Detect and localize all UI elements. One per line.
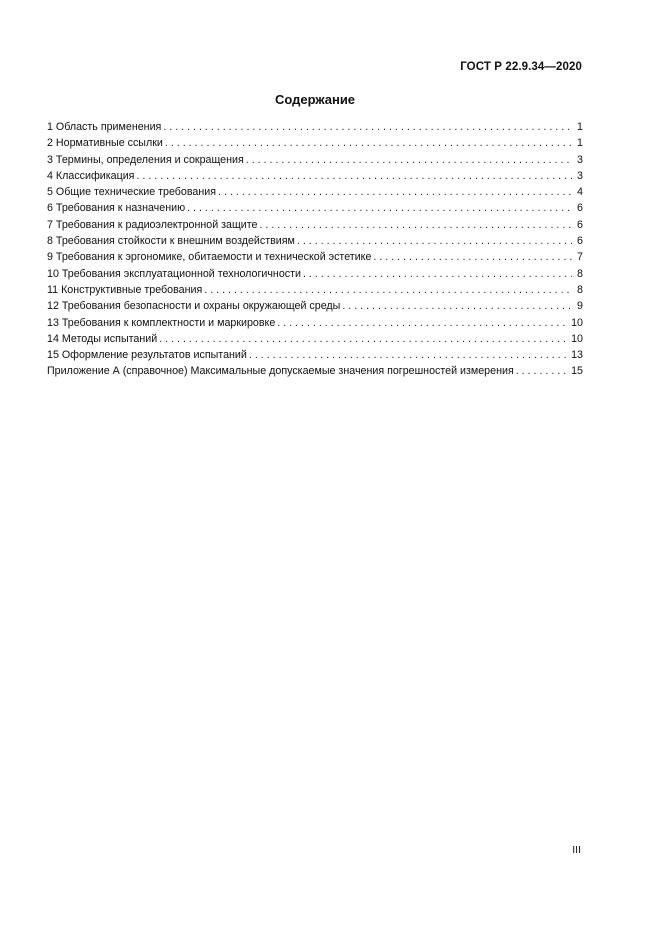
toc-title: Содержание [274,92,356,107]
toc-leader-dots [516,363,568,379]
toc-leader-dots [342,298,572,314]
toc-item-label: 1 Область применения [47,121,162,133]
toc-item-11[interactable] [47,282,583,298]
toc-leader-dots [246,152,572,168]
toc-leader-dots [373,249,572,265]
document-standard-code: ГОСТ Р 22.9.34—2020 [460,61,582,73]
toc-item-label: 11 Конструктивные требования [47,283,203,296]
toc-item-page: 9 [577,300,583,313]
toc-leader-dots [218,184,572,200]
toc-leader-dots [297,233,572,249]
toc-item-14[interactable] [47,331,583,347]
toc-item-10[interactable] [47,266,583,282]
toc-item-label: 15 Оформление результатов испытаний [47,349,247,362]
toc-item-page: 10 [571,316,583,329]
toc-item-page: 1 [577,137,583,150]
toc-item-6[interactable] [47,200,583,216]
toc-item-page: 15 [571,365,583,378]
toc-leader-dots [136,168,572,184]
toc-item-12[interactable] [47,298,583,314]
toc-item-label: 5 Общие технические требования [47,186,217,199]
toc-item-page: 7 [577,251,583,264]
toc-item-label: 2 Нормативные ссылки [47,137,163,150]
toc-leader-dots [187,200,572,216]
page-number: III [572,844,581,856]
toc-item-8[interactable] [47,233,583,249]
toc-item-label: 4 Классификация [47,169,135,182]
toc-item-appendix-a[interactable] [47,363,583,379]
toc-item-label: 13 Требования к комплектности и маркировке [47,316,276,329]
toc-item-7[interactable] [47,217,583,233]
toc-leader-dots [303,266,572,282]
toc-item-page: 4 [577,186,583,199]
toc-item-3[interactable] [47,152,583,168]
toc-item-5[interactable] [47,184,583,200]
toc-item-label: 12 Требования безопасности и охраны окружающей среды [47,300,341,313]
toc-item-label: 9 Требования к эргономике, обитаемости и технической эстетике [47,251,372,264]
toc-item-label: 14 Методы испытаний [47,332,158,345]
toc-item-label: 10 Требования эксплуатационной технологичности [47,267,301,280]
toc-leader-dots [163,119,572,135]
toc-item-page: 13 [571,349,583,362]
toc-item-page: 3 [577,169,583,182]
toc-item-label: 8 Требования стойкости к внешним воздействиям [47,235,295,248]
toc-item-1[interactable] [47,119,583,135]
toc-leader-dots [159,331,568,347]
toc-leader-dots [277,315,568,331]
toc-item-4[interactable] [47,168,583,184]
toc-item-label: 6 Требования к назначению [47,202,186,215]
table-of-contents [47,119,583,380]
toc-item-page: 8 [577,283,583,296]
toc-item-page: 6 [577,202,583,215]
toc-item-page: 6 [577,235,583,248]
toc-item-label: 7 Требования к радиоэлектронной защите [47,218,258,231]
toc-item-13[interactable] [47,315,583,331]
toc-item-page: 1 [577,121,583,133]
toc-leader-dots [165,135,572,151]
toc-item-page: 8 [577,267,583,280]
toc-item-9[interactable] [47,249,583,265]
toc-leader-dots [204,282,572,298]
toc-item-2[interactable] [47,135,583,151]
toc-item-label: 3 Термины, определения и сокращения [47,153,244,166]
toc-item-page: 6 [577,218,583,231]
toc-leader-dots [249,347,568,363]
toc-item-label: Приложение А (справочное) Максимальные допускаемые значения погрешностей измерения [47,365,514,378]
toc-item-page: 3 [577,153,583,166]
toc-item-15[interactable] [47,347,583,363]
toc-leader-dots [259,217,572,233]
toc-item-page: 10 [571,332,583,345]
